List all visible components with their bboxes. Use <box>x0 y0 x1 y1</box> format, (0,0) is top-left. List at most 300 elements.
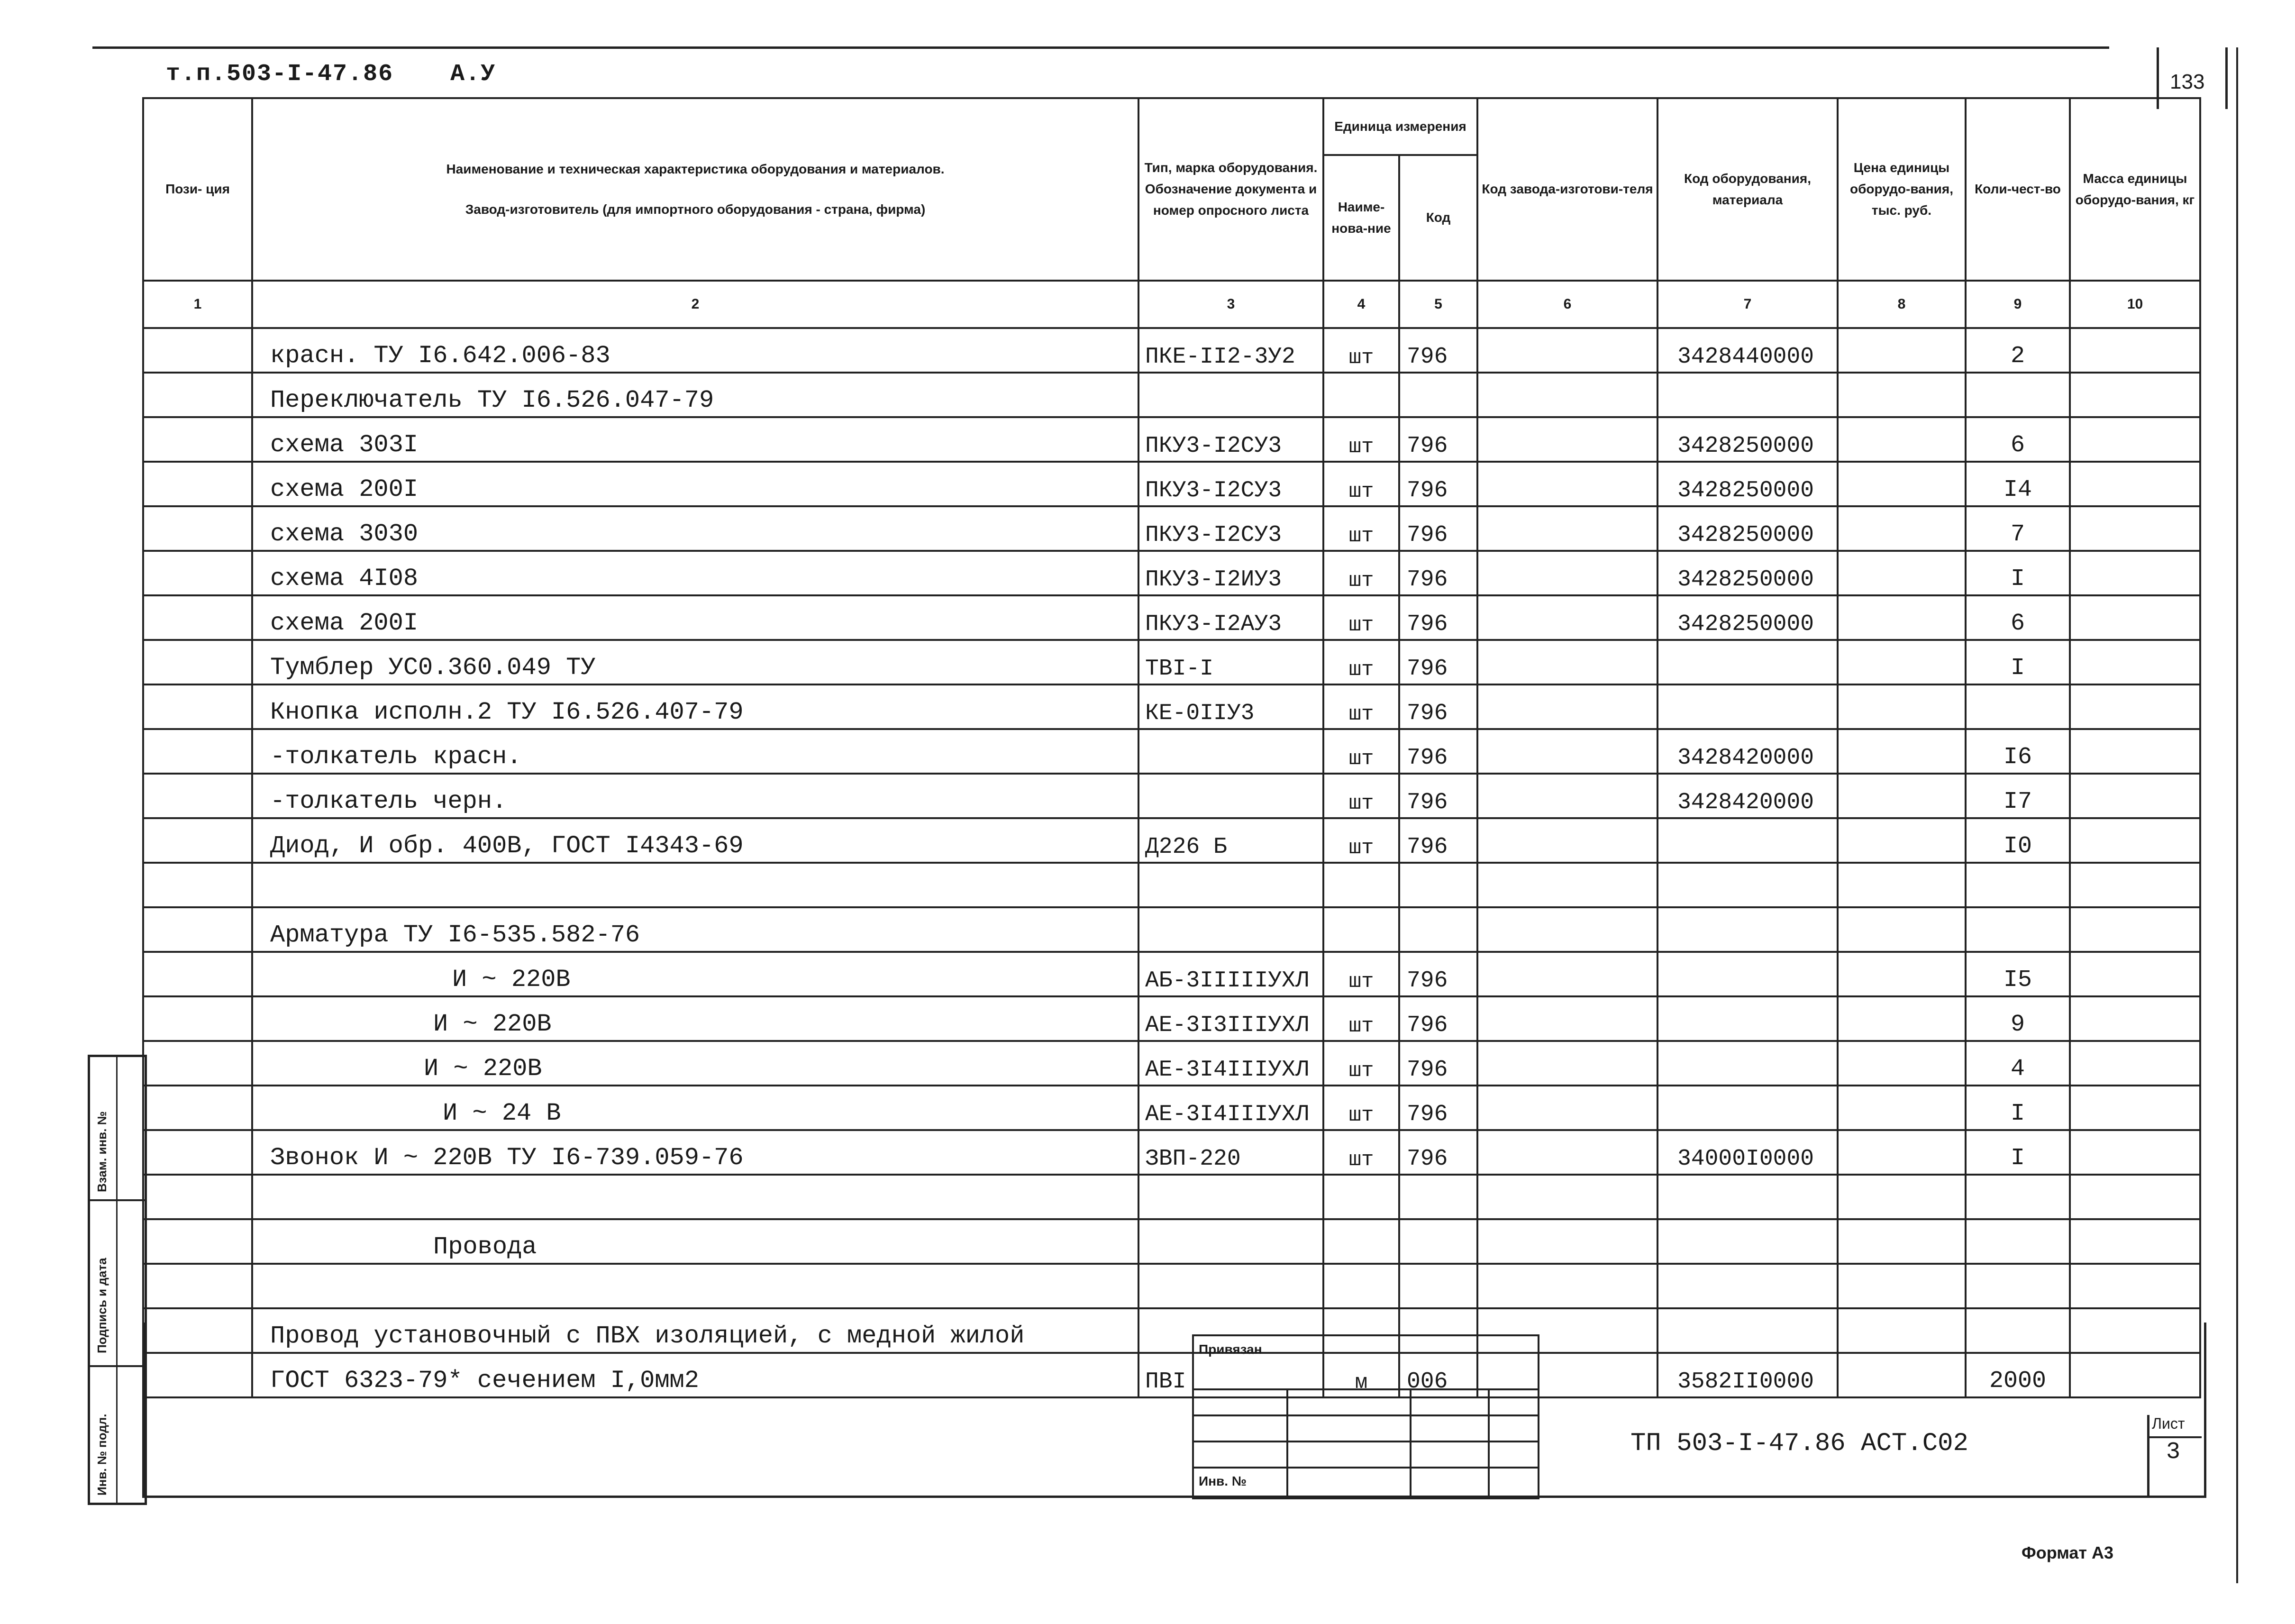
sheet-number: 3 <box>2166 1439 2181 1466</box>
name-cell: красн. ТУ I6.642.006-83 <box>252 328 1138 373</box>
col-number: 1 <box>143 281 252 328</box>
price-cell <box>1838 551 1966 595</box>
unit-code-cell: 796 <box>1399 774 1477 818</box>
table-row <box>143 818 2200 863</box>
price-cell <box>1838 863 1966 907</box>
pos-cell <box>143 729 252 774</box>
unit-name-cell: шт <box>1323 774 1399 818</box>
pos-cell <box>143 640 252 684</box>
price-cell <box>1838 684 1966 729</box>
quantity-cell: 4 <box>1966 1041 2070 1086</box>
equipment-code-cell <box>1658 640 1838 684</box>
unit-code-cell: 796 <box>1399 684 1477 729</box>
paper-format: Формат А3 <box>2022 1543 2114 1562</box>
price-cell <box>1838 640 1966 684</box>
unit-code-cell <box>1399 863 1477 907</box>
name-cell: Звонок И ~ 220В ТУ I6-739.059-76 <box>252 1130 1138 1175</box>
unit-name-cell: шт <box>1323 996 1399 1041</box>
table-row <box>143 1219 2200 1264</box>
name-cell: схема 200I <box>252 595 1138 640</box>
price-cell <box>1838 774 1966 818</box>
mass-cell <box>2070 863 2200 907</box>
equipment-code-cell: 3428250000 <box>1658 595 1838 640</box>
factory-code-cell <box>1477 373 1658 417</box>
equipment-code-cell: 3428250000 <box>1658 506 1838 551</box>
table-row <box>143 551 2200 595</box>
name-cell: -толкатель красн. <box>252 729 1138 774</box>
quantity-cell: 6 <box>1966 595 2070 640</box>
unit-name-cell <box>1323 1219 1399 1264</box>
equipment-code-cell <box>1658 1041 1838 1086</box>
pos-cell <box>143 996 252 1041</box>
name-cell: схема 3030 <box>252 506 1138 551</box>
unit-name-cell: шт <box>1323 551 1399 595</box>
unit-code-cell: 796 <box>1399 818 1477 863</box>
unit-name-cell: шт <box>1323 506 1399 551</box>
right-frame-line <box>2236 47 2238 1583</box>
mass-cell <box>2070 1041 2200 1086</box>
name-cell: И ~ 220В <box>252 996 1138 1041</box>
table-row <box>143 1130 2200 1175</box>
col-header-mass: Масса единицы оборудо-вания, кг <box>2070 98 2200 281</box>
mass-cell <box>2070 551 2200 595</box>
mass-cell <box>2070 328 2200 373</box>
unit-name-cell: шт <box>1323 952 1399 996</box>
table-row <box>143 684 2200 729</box>
pos-cell <box>143 684 252 729</box>
quantity-cell: I <box>1966 1086 2070 1130</box>
factory-code-cell <box>1477 774 1658 818</box>
unit-code-cell <box>1399 373 1477 417</box>
type-cell: АЕ-3I4IIIУХЛ <box>1138 1086 1323 1130</box>
pos-cell <box>143 774 252 818</box>
equipment-code-cell <box>1658 1264 1838 1308</box>
name-cell: Диод, И обр. 400В, ГОСТ I4343-69 <box>252 818 1138 863</box>
factory-code-cell <box>1477 1130 1658 1175</box>
type-cell: ПВI <box>1138 1353 1323 1397</box>
mass-cell <box>2070 774 2200 818</box>
stamp-inventory-label: Инв. № <box>1199 1474 1247 1488</box>
quantity-cell: I5 <box>1966 952 2070 996</box>
price-cell <box>1838 907 1966 952</box>
strip-label-replacement: Взам. инв. № <box>95 1111 109 1192</box>
name-cell <box>252 1175 1138 1219</box>
pos-cell <box>143 328 252 373</box>
unit-code-cell: 796 <box>1399 551 1477 595</box>
factory-code-cell <box>1477 684 1658 729</box>
unit-name-cell <box>1323 373 1399 417</box>
stamp-line <box>1286 1388 1288 1497</box>
price-cell <box>1838 1264 1966 1308</box>
price-cell <box>1838 373 1966 417</box>
type-cell <box>1138 729 1323 774</box>
sheet-label: Лист <box>2152 1415 2185 1432</box>
side-approval-strip <box>88 1055 147 1505</box>
type-cell: ПКУ3-I2АУ3 <box>1138 595 1323 640</box>
factory-code-cell <box>1477 462 1658 506</box>
title-block-frame <box>142 1323 2206 1498</box>
pos-cell <box>143 863 252 907</box>
factory-code-cell <box>1477 328 1658 373</box>
factory-code-cell <box>1477 1219 1658 1264</box>
unit-code-cell: 796 <box>1399 328 1477 373</box>
unit-name-cell: шт <box>1323 1086 1399 1130</box>
pos-cell <box>143 1130 252 1175</box>
factory-code-cell <box>1477 996 1658 1041</box>
factory-code-cell <box>1477 729 1658 774</box>
pos-cell <box>143 1175 252 1219</box>
quantity-cell <box>1966 684 2070 729</box>
type-cell: Д226 Б <box>1138 818 1323 863</box>
equipment-code-cell: 3428420000 <box>1658 774 1838 818</box>
factory-code-cell <box>1477 952 1658 996</box>
document-code: ТП 503-I-47.86 АСТ.С02 <box>1630 1429 1968 1458</box>
equipment-code-cell: 3428250000 <box>1658 417 1838 462</box>
equipment-code-cell <box>1658 1175 1838 1219</box>
unit-name-cell: шт <box>1323 818 1399 863</box>
price-cell <box>1838 328 1966 373</box>
price-cell <box>1838 462 1966 506</box>
col-number: 10 <box>2070 281 2200 328</box>
price-cell <box>1838 818 1966 863</box>
stamp-line <box>1488 1388 1490 1497</box>
unit-code-cell: 796 <box>1399 506 1477 551</box>
mass-cell <box>2070 462 2200 506</box>
mass-cell <box>2070 1175 2200 1219</box>
col-header-name <box>252 98 1138 281</box>
mass-cell <box>2070 1264 2200 1308</box>
unit-code-cell: 796 <box>1399 1130 1477 1175</box>
mass-cell <box>2070 640 2200 684</box>
type-cell <box>1138 907 1323 952</box>
table-row <box>143 729 2200 774</box>
quantity-cell: 2 <box>1966 328 2070 373</box>
table-row <box>143 863 2200 907</box>
type-cell: АЕ-3I3IIIУХЛ <box>1138 996 1323 1041</box>
price-cell <box>1838 417 1966 462</box>
name-cell: И ~ 220В <box>252 1041 1138 1086</box>
col-header-type: Тип, марка оборудования. Обозначение документа и номер опросного листа <box>1138 98 1323 281</box>
equipment-code-cell <box>1658 996 1838 1041</box>
strip-label-signature: Подпись и дата <box>95 1258 109 1353</box>
name-cell: И ~ 220В <box>252 952 1138 996</box>
type-cell <box>1138 1219 1323 1264</box>
name-cell: Арматура ТУ I6-535.582-76 <box>252 907 1138 952</box>
pos-cell <box>143 506 252 551</box>
col-header-unit-name: Наиме-нова-ние <box>1323 155 1399 281</box>
factory-code-cell <box>1477 863 1658 907</box>
unit-code-cell: 796 <box>1399 996 1477 1041</box>
table-row <box>143 417 2200 462</box>
table-row <box>143 774 2200 818</box>
specification-table <box>142 97 2201 1398</box>
type-cell <box>1138 863 1323 907</box>
page-number: 133 <box>2170 70 2205 93</box>
quantity-cell <box>1966 1219 2070 1264</box>
mass-cell <box>2070 506 2200 551</box>
col-header-name-line2: Завод-изготовитель (для импортного оборудования - страна, фирма) <box>465 201 926 217</box>
type-cell: ПКУ3-I2СУ3 <box>1138 417 1323 462</box>
unit-name-cell <box>1323 863 1399 907</box>
pos-cell <box>143 952 252 996</box>
col-number: 8 <box>1838 281 1966 328</box>
factory-code-cell <box>1477 1041 1658 1086</box>
header-code-right: А.У <box>450 61 496 88</box>
price-cell <box>1838 595 1966 640</box>
unit-name-cell: шт <box>1323 1041 1399 1086</box>
pos-cell <box>143 1219 252 1264</box>
table-row <box>143 595 2200 640</box>
price-cell <box>1838 1219 1966 1264</box>
unit-name-cell <box>1323 1175 1399 1219</box>
quantity-cell: 6 <box>1966 417 2070 462</box>
price-cell <box>1838 952 1966 996</box>
name-cell: схема 303I <box>252 417 1138 462</box>
unit-name-cell: шт <box>1323 640 1399 684</box>
unit-name-cell: шт <box>1323 595 1399 640</box>
quantity-cell <box>1966 907 2070 952</box>
col-header-quantity: Коли-чест-во <box>1966 98 2070 281</box>
equipment-code-cell <box>1658 863 1838 907</box>
col-number: 7 <box>1658 281 1838 328</box>
price-cell <box>1838 506 1966 551</box>
name-cell: Провод установочный с ПВХ изоляцией, с медной жилой <box>252 1308 1138 1353</box>
quantity-cell <box>1966 1264 2070 1308</box>
pos-cell <box>143 1041 252 1086</box>
quantity-cell: 2000 <box>1966 1353 2070 1397</box>
unit-code-cell <box>1399 1175 1477 1219</box>
unit-name-cell: шт <box>1323 417 1399 462</box>
name-cell: Кнопка исполн.2 ТУ I6.526.407-79 <box>252 684 1138 729</box>
name-cell <box>252 863 1138 907</box>
equipment-code-cell: 3582II0000 <box>1658 1353 1838 1397</box>
table-row <box>143 1086 2200 1130</box>
table-row <box>143 1041 2200 1086</box>
mass-cell <box>2070 907 2200 952</box>
table-row <box>143 1175 2200 1219</box>
header-code-left: т.п.503-I-47.86 <box>166 61 394 88</box>
col-header-unit-code: Код <box>1399 155 1477 281</box>
table-row <box>143 640 2200 684</box>
mass-cell <box>2070 996 2200 1041</box>
unit-code-cell: 796 <box>1399 1086 1477 1130</box>
sheet-divider <box>2147 1436 2202 1438</box>
name-cell: схема 200I <box>252 462 1138 506</box>
type-cell: ПКУ3-I2СУ3 <box>1138 506 1323 551</box>
equipment-code-cell <box>1658 907 1838 952</box>
unit-name-cell: шт <box>1323 684 1399 729</box>
price-cell <box>1838 1086 1966 1130</box>
factory-code-cell <box>1477 595 1658 640</box>
quantity-cell <box>1966 373 2070 417</box>
mass-cell <box>2070 417 2200 462</box>
quantity-cell: I <box>1966 640 2070 684</box>
factory-code-cell <box>1477 417 1658 462</box>
unit-name-cell: шт <box>1323 1130 1399 1175</box>
mass-cell <box>2070 818 2200 863</box>
price-cell <box>1838 1130 1966 1175</box>
name-cell: ГОСТ 6323-79* сечением I,0мм2 <box>252 1353 1138 1397</box>
pos-cell <box>143 818 252 863</box>
unit-name-cell: м <box>1323 1353 1399 1397</box>
table-row <box>143 328 2200 373</box>
type-cell: ПКУ3-I2СУ3 <box>1138 462 1323 506</box>
price-cell <box>1838 1175 1966 1219</box>
quantity-cell <box>1966 1175 2070 1219</box>
name-cell <box>252 1264 1138 1308</box>
pos-cell <box>143 373 252 417</box>
equipment-code-cell <box>1658 818 1838 863</box>
price-cell <box>1838 996 1966 1041</box>
table-row <box>143 907 2200 952</box>
unit-code-cell: 796 <box>1399 595 1477 640</box>
quantity-cell: I <box>1966 551 2070 595</box>
factory-code-cell <box>1477 907 1658 952</box>
name-cell: -толкатель черн. <box>252 774 1138 818</box>
stamp-bound-label: Привязан <box>1199 1342 1262 1357</box>
equipment-code-cell <box>1658 373 1838 417</box>
unit-code-cell: 796 <box>1399 1041 1477 1086</box>
quantity-cell <box>1966 863 2070 907</box>
unit-name-cell <box>1323 1264 1399 1308</box>
type-cell: ПКУ3-I2ИУ3 <box>1138 551 1323 595</box>
type-cell <box>1138 373 1323 417</box>
strip-label-inventory: Инв. № подл. <box>95 1414 109 1496</box>
quantity-cell: I0 <box>1966 818 2070 863</box>
col-header-name-line1: Наименование и техническая характеристика оборудования и материалов. <box>446 161 945 176</box>
unit-code-cell: 796 <box>1399 729 1477 774</box>
stamp-line <box>1194 1388 1538 1390</box>
type-cell <box>1138 1175 1323 1219</box>
type-cell: ТВI-I <box>1138 640 1323 684</box>
mass-cell <box>2070 1130 2200 1175</box>
quantity-cell: I4 <box>1966 462 2070 506</box>
col-header-factory-code: Код завода-изготови-теля <box>1477 98 1658 281</box>
type-cell: АБ-3IIIIIУХЛ <box>1138 952 1323 996</box>
quantity-cell: 7 <box>1966 506 2070 551</box>
name-cell: Тумблер УС0.360.049 ТУ <box>252 640 1138 684</box>
col-number: 6 <box>1477 281 1658 328</box>
type-cell <box>1138 1264 1323 1308</box>
mass-cell <box>2070 729 2200 774</box>
pos-cell <box>143 1264 252 1308</box>
table-row <box>143 1264 2200 1308</box>
table-row <box>143 996 2200 1041</box>
strip-divider <box>116 1057 118 1503</box>
col-header-unit-group: Единица измерения <box>1323 98 1477 155</box>
mass-cell <box>2070 1086 2200 1130</box>
pos-cell <box>143 1086 252 1130</box>
factory-code-cell <box>1477 1175 1658 1219</box>
stamp-line <box>1410 1388 1412 1497</box>
mass-cell <box>2070 684 2200 729</box>
top-rule <box>92 46 2109 49</box>
unit-code-cell <box>1399 1219 1477 1264</box>
equipment-code-cell: 3428420000 <box>1658 729 1838 774</box>
factory-code-cell <box>1477 1264 1658 1308</box>
col-header-unit-price: Цена единицы оборудо-вания, тыс. руб. <box>1838 98 1966 281</box>
unit-name-cell: шт <box>1323 328 1399 373</box>
table-row <box>143 952 2200 996</box>
factory-code-cell <box>1477 551 1658 595</box>
quantity-cell: I6 <box>1966 729 2070 774</box>
factory-code-cell <box>1477 1086 1658 1130</box>
col-header-equipment-code: Код оборудования, материала <box>1658 98 1838 281</box>
mass-cell <box>2070 952 2200 996</box>
pos-cell <box>143 595 252 640</box>
equipment-code-cell <box>1658 1219 1838 1264</box>
pos-cell <box>143 462 252 506</box>
type-cell: ПКЕ-II2-3У2 <box>1138 328 1323 373</box>
equipment-code-cell <box>1658 684 1838 729</box>
unit-code-cell: 796 <box>1399 640 1477 684</box>
quantity-cell: I7 <box>1966 774 2070 818</box>
equipment-code-cell: 3428440000 <box>1658 328 1838 373</box>
equipment-code-cell: 3428250000 <box>1658 551 1838 595</box>
quantity-cell: 9 <box>1966 996 2070 1041</box>
col-number: 3 <box>1138 281 1323 328</box>
stamp-line <box>1194 1441 1538 1442</box>
table-row <box>143 373 2200 417</box>
table-row <box>143 506 2200 551</box>
equipment-code-cell: 34000I0000 <box>1658 1130 1838 1175</box>
stamp-line <box>1194 1414 1538 1416</box>
name-cell: И ~ 24 В <box>252 1086 1138 1130</box>
col-number: 2 <box>252 281 1138 328</box>
equipment-code-cell <box>1658 1086 1838 1130</box>
table-row <box>143 462 2200 506</box>
factory-code-cell <box>1477 506 1658 551</box>
binding-stamp <box>1192 1334 1539 1499</box>
unit-name-cell: шт <box>1323 729 1399 774</box>
equipment-code-cell <box>1658 952 1838 996</box>
mass-cell <box>2070 373 2200 417</box>
type-cell: КЕ-0IIУ3 <box>1138 684 1323 729</box>
col-number: 4 <box>1323 281 1399 328</box>
type-cell: АЕ-3I4IIIУХЛ <box>1138 1041 1323 1086</box>
equipment-code-cell: 3428250000 <box>1658 462 1838 506</box>
type-cell: ЗВП-220 <box>1138 1130 1323 1175</box>
price-cell <box>1838 729 1966 774</box>
unit-code-cell: 796 <box>1399 417 1477 462</box>
factory-code-cell <box>1477 818 1658 863</box>
type-cell <box>1138 774 1323 818</box>
unit-name-cell: шт <box>1323 462 1399 506</box>
col-header-position: Пози- ция <box>143 98 252 281</box>
factory-code-cell <box>1477 640 1658 684</box>
col-number: 9 <box>1966 281 2070 328</box>
name-cell: Переключатель ТУ I6.526.047-79 <box>252 373 1138 417</box>
pos-cell <box>143 417 252 462</box>
quantity-cell: I <box>1966 1130 2070 1175</box>
stamp-line <box>1194 1467 1538 1469</box>
unit-code-cell: 796 <box>1399 462 1477 506</box>
unit-code-cell: 006 <box>1399 1353 1477 1397</box>
pos-cell <box>143 907 252 952</box>
pos-cell <box>143 551 252 595</box>
mass-cell <box>2070 1219 2200 1264</box>
unit-name-cell <box>1323 907 1399 952</box>
unit-code-cell <box>1399 1264 1477 1308</box>
unit-code-cell <box>1399 907 1477 952</box>
name-cell: схема 4I08 <box>252 551 1138 595</box>
mass-cell <box>2070 595 2200 640</box>
col-number: 5 <box>1399 281 1477 328</box>
price-cell <box>1838 1041 1966 1086</box>
unit-code-cell: 796 <box>1399 952 1477 996</box>
document-header-code <box>166 61 496 88</box>
name-cell: Провода <box>252 1219 1138 1264</box>
